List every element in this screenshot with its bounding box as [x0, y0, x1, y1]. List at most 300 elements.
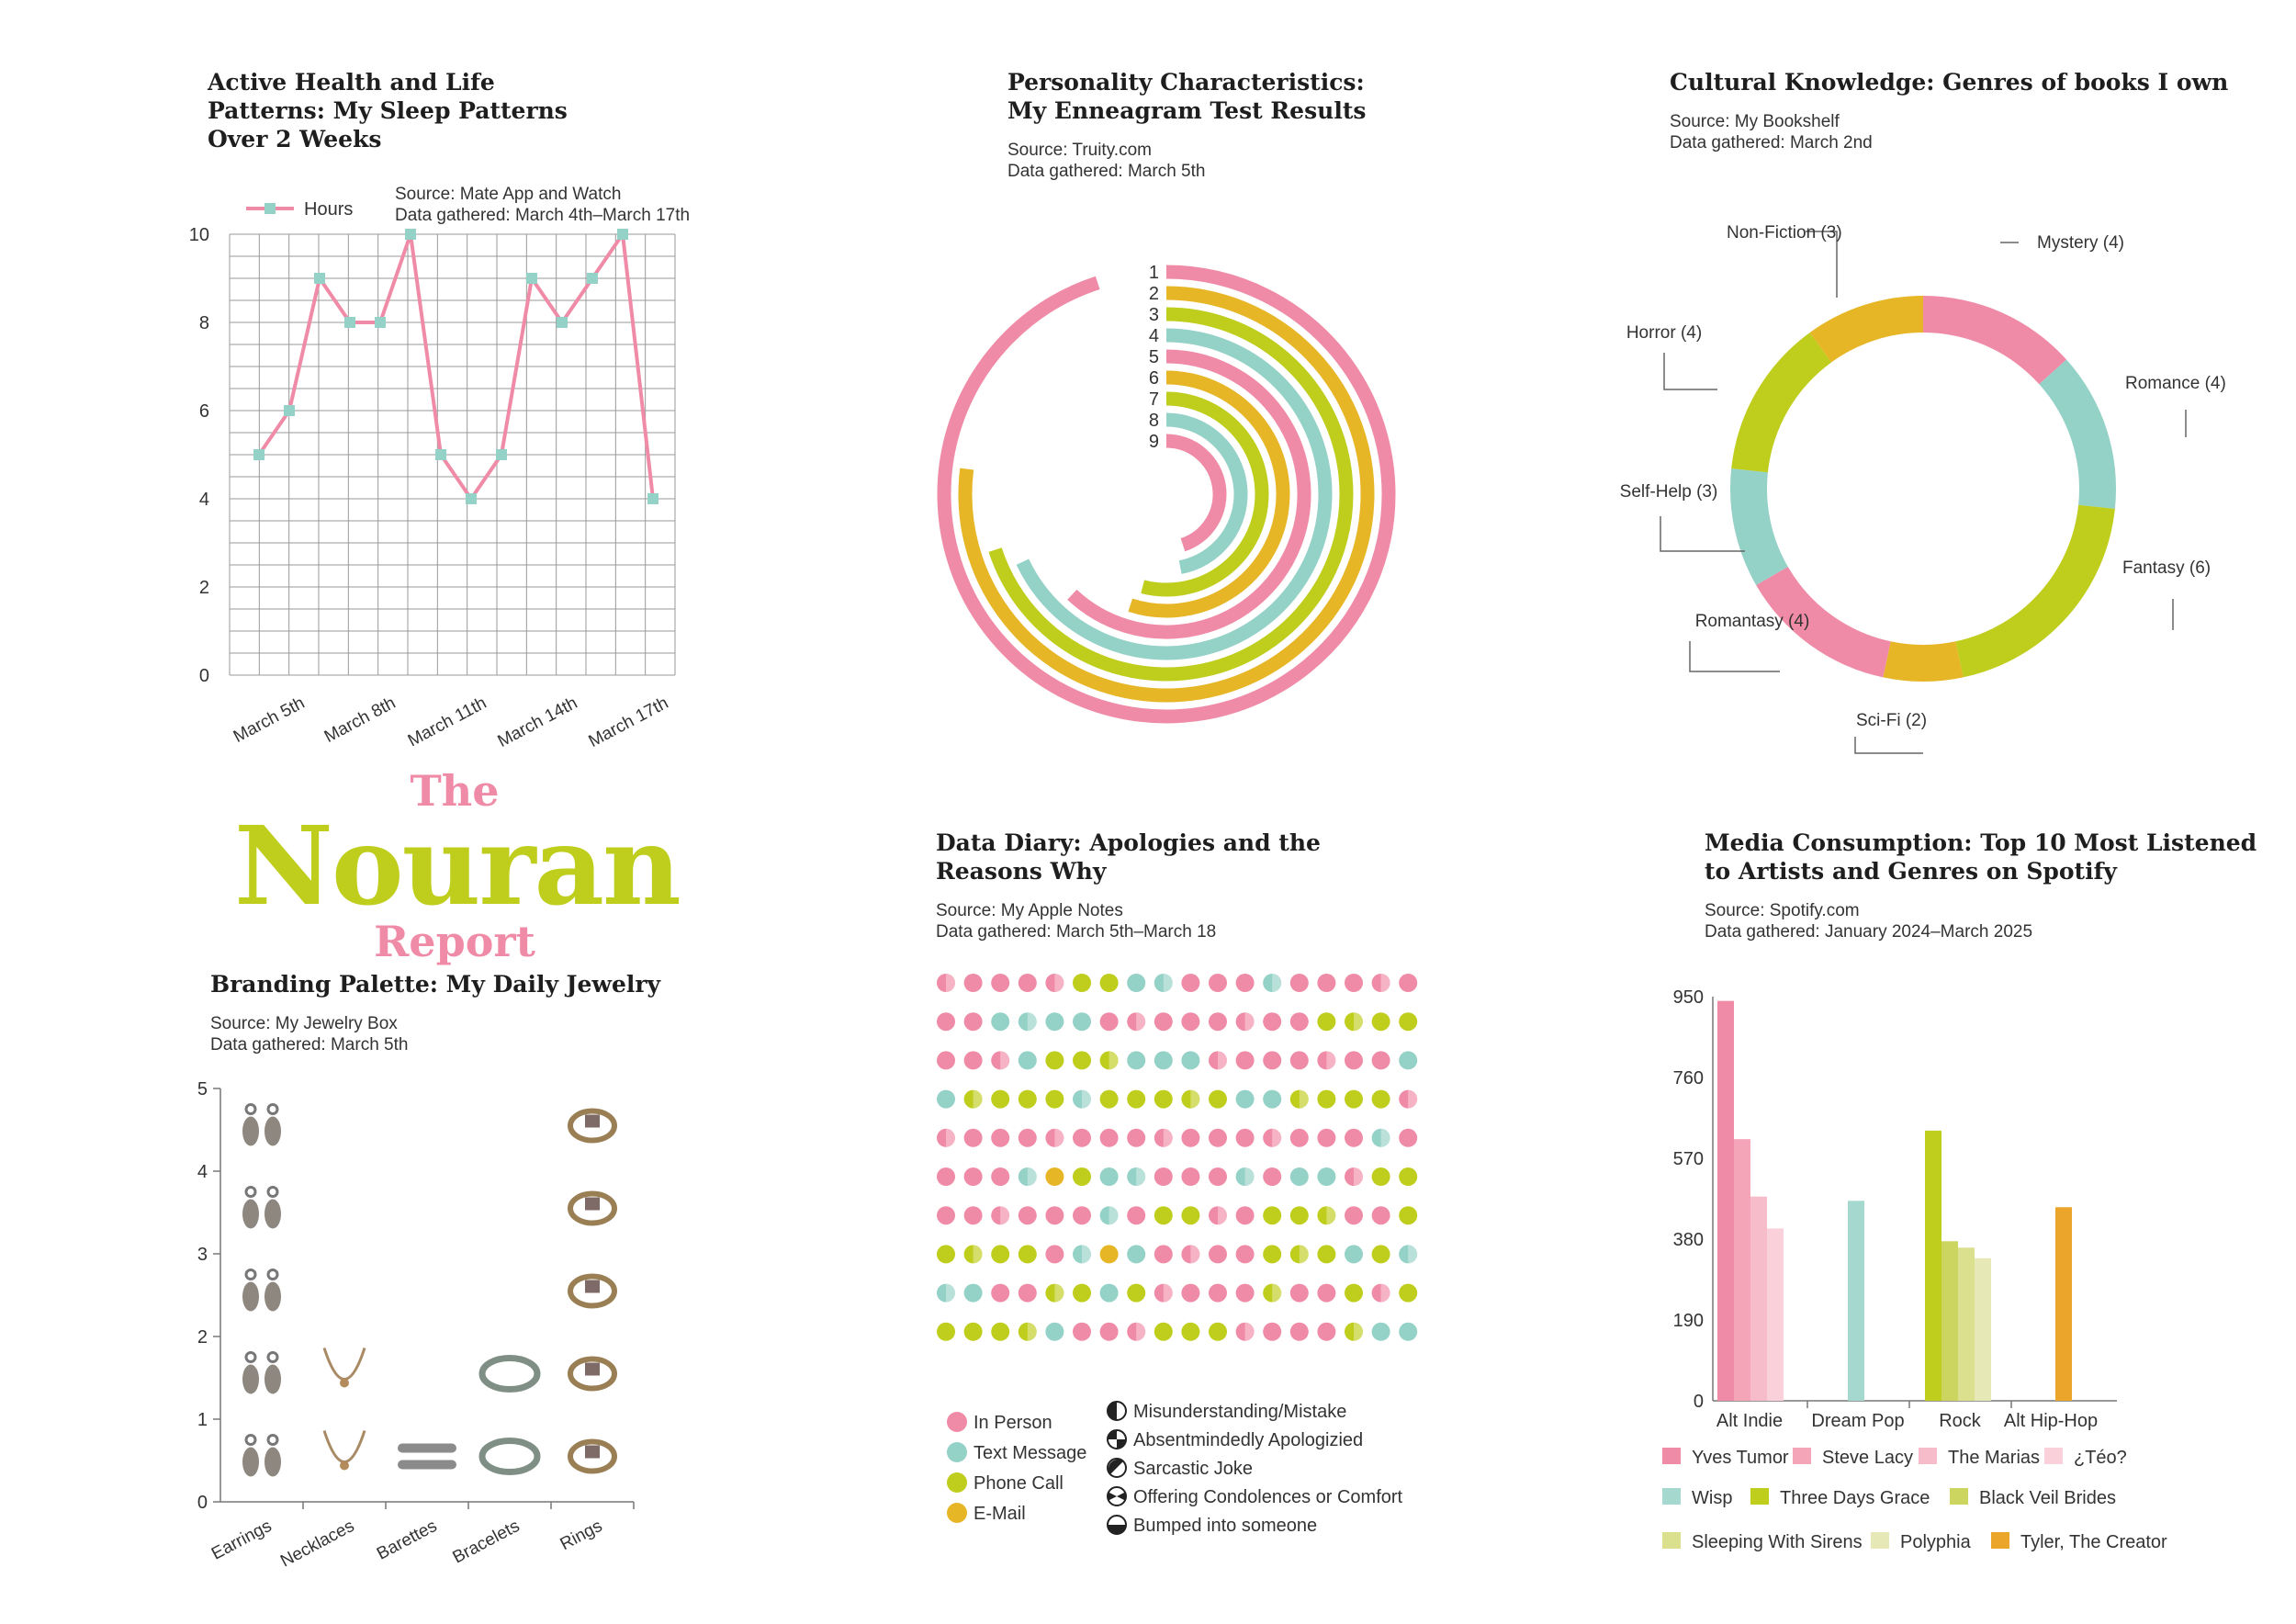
- apology-dot: [1236, 974, 1255, 992]
- apology-dot: [1345, 1129, 1363, 1147]
- sleep-data-point: [253, 449, 264, 460]
- jewelry-xtick-label: Necklaces: [277, 1516, 358, 1572]
- apology-dot: [1317, 1090, 1335, 1109]
- apologies-legend: [937, 1396, 1451, 1562]
- apology-dot-pattern: [1381, 974, 1390, 992]
- spotify-bar--t-o-: [1767, 1228, 1784, 1401]
- apology-dot: [1317, 1012, 1335, 1031]
- jewelry-icon-earrings: [242, 1353, 281, 1394]
- enneagram-bar-3: [996, 314, 1346, 674]
- sleep-line-chart: [184, 193, 698, 753]
- spotify-legend-label: Polyphia: [1900, 1532, 1971, 1552]
- apology-dot: [1290, 1051, 1309, 1069]
- apology-dot-pattern: [1408, 1245, 1417, 1263]
- apologies-title: Data Diary: Apologies and the Reasons Why: [936, 829, 1321, 885]
- ring-stone: [585, 1115, 600, 1128]
- sleep-ytick-label: 4: [198, 490, 209, 510]
- apology-dot-pattern: [1272, 1129, 1281, 1147]
- apology-dot: [1181, 1129, 1199, 1147]
- apology-dot-pattern: [1028, 1012, 1037, 1031]
- spotify-legend-swatch: [1662, 1488, 1681, 1505]
- reason-legend-pattern: [1108, 1402, 1117, 1420]
- sleep-data-point: [647, 493, 658, 504]
- books-slice-sci-fi: [1883, 641, 1963, 682]
- apology-dot: [1236, 1284, 1255, 1303]
- enneagram-radial-chart: [937, 239, 1414, 735]
- apology-dot: [1073, 1129, 1091, 1147]
- apology-dot-pattern: [1190, 1090, 1199, 1109]
- sleep-ytick-label: 0: [198, 666, 209, 686]
- apology-dot-pattern: [1136, 1167, 1145, 1186]
- books-leader-line: [1855, 737, 1923, 753]
- apology-dot: [1100, 1245, 1119, 1263]
- jewelry-icon-rings: [570, 1111, 614, 1141]
- apology-dot: [991, 1012, 1009, 1031]
- apology-dot: [1073, 1323, 1091, 1341]
- apologies-source: Source: My Apple Notes: [936, 901, 1123, 920]
- spotify-category-label: Rock: [1939, 1411, 1981, 1431]
- apology-dot: [1209, 1167, 1227, 1186]
- apology-dot-pattern: [946, 1129, 955, 1147]
- sleep-data-point: [284, 405, 295, 416]
- books-slice-self-help: [1730, 468, 1788, 585]
- reason-legend-label: Sarcastic Joke: [1133, 1459, 1254, 1479]
- apology-dot: [1290, 1206, 1309, 1224]
- apology-dot: [1100, 1012, 1119, 1031]
- books-slice-mystery: [1923, 296, 2066, 384]
- method-legend-swatch: [947, 1412, 967, 1432]
- enneagram-label-1: 1: [1148, 263, 1159, 283]
- apology-dot: [1127, 1051, 1145, 1069]
- apology-dot: [1236, 1206, 1255, 1224]
- apology-dot: [1399, 1323, 1417, 1341]
- sleep-data-point: [587, 273, 598, 284]
- necklace-pendant: [340, 1379, 349, 1388]
- apology-dot: [1154, 1323, 1173, 1341]
- apology-dot-pattern: [1054, 1284, 1064, 1303]
- apology-dot: [1263, 1206, 1281, 1224]
- apology-dot: [1317, 974, 1335, 992]
- apology-dot: [1127, 974, 1145, 992]
- apology-dot: [1127, 1090, 1145, 1109]
- apology-dot: [1372, 1012, 1390, 1031]
- apology-dot: [991, 1284, 1009, 1303]
- reason-legend-pattern: [1108, 1525, 1126, 1534]
- apology-dot: [1045, 1012, 1064, 1031]
- enneagram-source: Source: Truity.com: [1007, 141, 1152, 160]
- apology-dot: [964, 974, 983, 992]
- sleep-title: Active Health and Life Patterns: My Sleep Patterns Over 2 Weeks: [208, 69, 568, 152]
- sleep-ytick-label: 6: [198, 401, 209, 422]
- apology-dot: [1345, 1051, 1363, 1069]
- jewelry-icon-bracelets: [482, 1441, 537, 1472]
- apology-dot: [964, 1167, 983, 1186]
- apology-dot: [964, 1284, 983, 1303]
- jewelry-icon-earrings: [242, 1188, 281, 1229]
- apology-dot: [964, 1323, 983, 1341]
- apology-dot: [1372, 1090, 1390, 1109]
- enneagram-label-5: 5: [1148, 347, 1159, 367]
- apology-dot: [1100, 1129, 1119, 1147]
- jewelry-icon-necklaces: [324, 1348, 365, 1388]
- spotify-ytick-label: 380: [1672, 1230, 1704, 1250]
- spotify-category-label: Alt Indie: [1716, 1411, 1784, 1431]
- apology-dot: [1019, 1129, 1037, 1147]
- apology-dot: [1154, 1245, 1173, 1263]
- apology-dot-pattern: [1408, 1090, 1417, 1109]
- apology-dot: [1236, 1245, 1255, 1263]
- apology-dot: [1154, 1167, 1173, 1186]
- apology-dot: [1399, 1051, 1417, 1069]
- apology-dot: [1290, 974, 1309, 992]
- apology-dot: [1127, 1245, 1145, 1263]
- apology-dot: [1399, 1167, 1417, 1186]
- jewelry-ytick-label: 0: [197, 1493, 208, 1513]
- earring-hook: [268, 1270, 277, 1280]
- apology-dot: [1073, 1012, 1091, 1031]
- sleep-data-point: [466, 493, 477, 504]
- books-slice-non-fiction: [1810, 296, 1923, 362]
- books-slice-fantasy: [1955, 505, 2115, 678]
- jewelry-icon-barettes: [398, 1444, 456, 1470]
- apology-dot: [1290, 1012, 1309, 1031]
- books-leader-line: [1660, 516, 1745, 551]
- spotify-ytick-label: 0: [1693, 1392, 1704, 1412]
- apology-dot: [1317, 1129, 1335, 1147]
- spotify-ytick-label: 950: [1672, 987, 1704, 1008]
- method-legend-label: Text Message: [974, 1443, 1087, 1463]
- books-label-sci-fi: Sci-Fi (2): [1856, 711, 1928, 730]
- earring-hook: [246, 1105, 255, 1114]
- apology-dot: [1154, 1206, 1173, 1224]
- apology-dot: [1100, 1284, 1119, 1303]
- sleep-xtick-label: March 11th: [404, 693, 490, 751]
- spotify-bar-the-marias: [1750, 1197, 1767, 1401]
- apology-dot: [1127, 1284, 1145, 1303]
- apology-dot: [1127, 1206, 1145, 1224]
- method-legend-swatch: [947, 1503, 967, 1523]
- books-donut-chart: [1561, 202, 2259, 781]
- spotify-bar-tyler-the-creator: [2055, 1207, 2072, 1401]
- jewelry-source: Source: My Jewelry Box: [210, 1014, 398, 1033]
- jewelry-icon-bracelets: [482, 1359, 537, 1390]
- ring-stone: [585, 1446, 600, 1459]
- apology-dot: [1236, 1129, 1255, 1147]
- jewelry-ytick-label: 4: [197, 1162, 208, 1182]
- apology-dot: [1209, 1012, 1227, 1031]
- apology-dot: [1317, 1323, 1335, 1341]
- apology-dot: [1345, 974, 1363, 992]
- jewelry-icon-necklaces: [324, 1431, 365, 1471]
- apology-dot: [1372, 1206, 1390, 1224]
- earring-drop: [264, 1282, 281, 1312]
- sleep-data-point: [617, 229, 628, 240]
- brand-sub: Report: [374, 917, 535, 966]
- apology-dot-pattern: [1000, 1051, 1009, 1069]
- jewelry-ytick-label: 2: [197, 1327, 208, 1348]
- spotify-panel: [1705, 829, 2274, 942]
- earring-hook: [268, 1105, 277, 1114]
- barette-clip: [398, 1460, 456, 1470]
- spotify-source: Source: Spotify.com: [1705, 901, 1860, 920]
- apology-dot: [937, 1051, 955, 1069]
- books-label-romantasy: Romantasy (4): [1694, 612, 1810, 631]
- apology-dot-pattern: [1245, 1167, 1255, 1186]
- apology-dot: [1399, 1206, 1417, 1224]
- jewelry-icon-rings: [570, 1194, 614, 1224]
- apology-dot: [1073, 1167, 1091, 1186]
- brand-the: The: [410, 766, 500, 816]
- apology-dot: [1154, 1090, 1173, 1109]
- jewelry-icon-rings: [570, 1442, 614, 1472]
- apology-dot-pattern: [1354, 1012, 1363, 1031]
- method-legend-label: In Person: [974, 1413, 1052, 1433]
- spotify-legend-swatch: [2044, 1448, 2063, 1464]
- apology-dot: [937, 1323, 955, 1341]
- spotify-bar-sleeping-with-sirens: [1958, 1247, 1975, 1401]
- apology-dot: [1100, 1167, 1119, 1186]
- enneagram-label-2: 2: [1148, 284, 1159, 304]
- apology-dot-pattern: [1300, 1090, 1309, 1109]
- spotify-legend-label: Three Days Grace: [1780, 1488, 1930, 1508]
- apology-dot: [1290, 1167, 1309, 1186]
- spotify-legend-label: Wisp: [1692, 1488, 1733, 1508]
- apology-dot: [1236, 1090, 1255, 1109]
- jewelry-ytick-label: 3: [197, 1245, 208, 1265]
- apology-dot: [1263, 1090, 1281, 1109]
- jewelry-icon-rings: [570, 1277, 614, 1306]
- apology-dot: [1263, 1245, 1281, 1263]
- spotify-bar-chart: [1644, 974, 2140, 1433]
- books-label-self-help: Self-Help (3): [1619, 482, 1718, 502]
- spotify-legend-swatch: [1950, 1488, 1968, 1505]
- jewelry-icon-rings: [570, 1359, 614, 1389]
- apology-dot: [1045, 1323, 1064, 1341]
- sleep-source: Source: Mate App and Watch: [395, 185, 622, 204]
- reason-legend-label: Absentmindedly Apologizied: [1133, 1430, 1364, 1450]
- apology-dot: [1019, 1245, 1037, 1263]
- apology-dot: [1045, 1167, 1064, 1186]
- sleep-xtick-label: March 5th: [230, 693, 309, 748]
- spotify-ytick-label: 570: [1672, 1149, 1704, 1169]
- spotify-bar-wisp: [1848, 1201, 1864, 1401]
- apology-dot: [937, 1245, 955, 1263]
- apology-dot: [1073, 1051, 1091, 1069]
- apology-dot-pattern: [1054, 1129, 1064, 1147]
- jewelry-gathered: Data gathered: March 5th: [210, 1035, 409, 1054]
- earring-drop: [264, 1365, 281, 1394]
- apology-dot: [1154, 1051, 1173, 1069]
- method-legend-swatch: [947, 1472, 967, 1493]
- enneagram-bar-9: [1166, 441, 1220, 545]
- apology-dot-pattern: [946, 1284, 955, 1303]
- apology-dot: [1045, 1090, 1064, 1109]
- earring-hook: [246, 1436, 255, 1445]
- bracelet-band: [482, 1441, 537, 1472]
- earring-drop: [264, 1117, 281, 1146]
- spotify-bar-polyphia: [1975, 1258, 1991, 1401]
- apology-dot-pattern: [1164, 1129, 1173, 1147]
- books-label-non-fiction: Non-Fiction (3): [1727, 223, 1842, 242]
- apology-dot: [1209, 1284, 1227, 1303]
- apology-dot: [1154, 1012, 1173, 1031]
- spotify-title: Media Consumption: Top 10 Most Listened to Artists and Genres on Spotify: [1705, 829, 2257, 885]
- apology-dot: [1045, 1245, 1064, 1263]
- jewelry-icon-earrings: [242, 1270, 281, 1312]
- apology-dot: [937, 1167, 955, 1186]
- spotify-legend-label: The Marias: [1948, 1448, 2041, 1468]
- books-gathered: Data gathered: March 2nd: [1670, 133, 1873, 152]
- apology-dot-pattern: [1354, 1167, 1363, 1186]
- apology-dot: [1019, 1051, 1037, 1069]
- apology-dot: [1399, 1284, 1417, 1303]
- sleep-data-point: [557, 317, 568, 328]
- enneagram-gathered: Data gathered: March 5th: [1007, 162, 1206, 181]
- apology-dot: [1181, 974, 1199, 992]
- spotify-legend-swatch: [1991, 1532, 2009, 1549]
- apology-dot: [1019, 1206, 1037, 1224]
- sleep-ytick-label: 10: [188, 225, 209, 245]
- bracelet-band: [482, 1359, 537, 1390]
- spotify-legend-label: ¿Téo?: [2074, 1448, 2127, 1468]
- apology-dot: [1317, 1167, 1335, 1186]
- necklace-pendant: [340, 1461, 349, 1471]
- reason-legend-label: Offering Condolences or Comfort: [1133, 1487, 1403, 1507]
- earring-drop: [264, 1200, 281, 1229]
- apology-dot: [1209, 974, 1227, 992]
- spotify-bar-black-veil-brides: [1941, 1241, 1958, 1401]
- apology-dot: [964, 1051, 983, 1069]
- apology-dot: [1209, 1090, 1227, 1109]
- jewelry-ytick-label: 1: [197, 1410, 208, 1430]
- apology-dot-pattern: [1381, 1284, 1390, 1303]
- apology-dot: [1019, 1284, 1037, 1303]
- earring-hook: [246, 1270, 255, 1280]
- books-title: Cultural Knowledge: Genres of books I own: [1670, 69, 2229, 96]
- apology-dot-pattern: [946, 974, 955, 992]
- spotify-legend-swatch: [1793, 1448, 1811, 1464]
- apology-dot-pattern: [1109, 1051, 1119, 1069]
- apology-dot: [1372, 1167, 1390, 1186]
- apology-dot-pattern: [1028, 1323, 1037, 1341]
- books-label-horror: Horror (4): [1626, 323, 1703, 343]
- spotify-legend-swatch: [1750, 1488, 1769, 1505]
- apology-dot: [1181, 1323, 1199, 1341]
- apology-dot: [1290, 1284, 1309, 1303]
- apology-dot-pattern: [1326, 1206, 1335, 1224]
- spotify-gathered: Data gathered: January 2024–March 2025: [1705, 922, 2033, 942]
- method-legend-label: E-Mail: [974, 1504, 1026, 1524]
- earring-hook: [268, 1353, 277, 1362]
- apology-dot: [1399, 974, 1417, 992]
- apology-dot: [1100, 974, 1119, 992]
- books-panel: [1670, 68, 2257, 153]
- earring-drop: [242, 1282, 259, 1312]
- enneagram-label-9: 9: [1148, 432, 1159, 452]
- apology-dot: [1181, 1206, 1199, 1224]
- apologies-panel: [936, 829, 1450, 942]
- apology-dot-pattern: [1272, 974, 1281, 992]
- jewelry-xtick-label: Barettes: [374, 1516, 441, 1564]
- apology-dot-pattern: [1136, 1323, 1145, 1341]
- apology-dot-pattern: [1082, 1245, 1091, 1263]
- ring-stone: [585, 1280, 600, 1293]
- spotify-ytick-label: 190: [1672, 1311, 1704, 1331]
- books-leader-line: [1664, 353, 1717, 389]
- apology-dot-pattern: [1381, 1129, 1390, 1147]
- apology-dot: [991, 974, 1009, 992]
- sleep-legend-label: Hours: [304, 199, 354, 220]
- spotify-legend-label: Sleeping With Sirens: [1692, 1532, 1863, 1552]
- apology-dot: [1399, 1129, 1417, 1147]
- apology-dot: [1345, 1284, 1363, 1303]
- apology-dot: [1073, 1284, 1091, 1303]
- apology-dot: [937, 1012, 955, 1031]
- apology-dot: [1372, 1051, 1390, 1069]
- apology-dot: [1100, 1323, 1119, 1341]
- reason-legend-label: Misunderstanding/Mistake: [1133, 1402, 1347, 1422]
- spotify-legend: [1662, 1447, 2232, 1585]
- apology-dot-pattern: [974, 1245, 983, 1263]
- apology-dot: [1345, 1090, 1363, 1109]
- enneagram-label-8: 8: [1148, 411, 1159, 431]
- apology-dot: [1290, 1323, 1309, 1341]
- spotify-legend-swatch: [1919, 1448, 1937, 1464]
- books-slice-horror: [1731, 333, 1831, 472]
- sleep-panel: [208, 68, 722, 153]
- earring-drop: [264, 1448, 281, 1477]
- jewelry-panel: [210, 970, 780, 1055]
- apology-dot-pattern: [1218, 1206, 1227, 1224]
- books-label-fantasy: Fantasy (6): [2122, 558, 2212, 578]
- spotify-legend-label: Black Veil Brides: [1979, 1488, 2116, 1508]
- apology-dot-pattern: [1082, 1090, 1091, 1109]
- necklace-chain: [324, 1431, 365, 1462]
- apology-dot: [991, 1090, 1009, 1109]
- apology-dot: [991, 1245, 1009, 1263]
- necklace-chain: [324, 1348, 365, 1380]
- apology-dot: [1345, 1206, 1363, 1224]
- apology-dot: [1263, 1012, 1281, 1031]
- earring-hook: [246, 1188, 255, 1197]
- apology-dot: [964, 1012, 983, 1031]
- apology-dot: [1372, 1245, 1390, 1263]
- sleep-data-point: [314, 273, 325, 284]
- apology-dot: [1073, 1206, 1091, 1224]
- enneagram-label-7: 7: [1148, 389, 1159, 410]
- sleep-xtick-label: March 14th: [494, 693, 581, 752]
- apology-dot-pattern: [1190, 1245, 1199, 1263]
- apology-dot-pattern: [1245, 1012, 1255, 1031]
- apology-dot: [964, 1206, 983, 1224]
- books-label-mystery: Mystery (4): [2037, 233, 2124, 253]
- sleep-xtick-label: March 8th: [321, 693, 400, 748]
- apology-dot: [991, 1129, 1009, 1147]
- apology-dot: [1317, 1284, 1335, 1303]
- apology-dot: [1019, 974, 1037, 992]
- apology-dot: [937, 1090, 955, 1109]
- barette-clip: [398, 1444, 456, 1453]
- ring-stone: [585, 1363, 600, 1376]
- books-slice-romance: [2039, 359, 2116, 508]
- apology-dot: [1045, 1206, 1064, 1224]
- books-leader-line: [1690, 641, 1780, 671]
- spotify-bar-three-days-grace: [1925, 1131, 1941, 1401]
- spotify-legend-swatch: [1871, 1532, 1889, 1549]
- sleep-data-point: [496, 449, 507, 460]
- sleep-data-point: [405, 229, 416, 240]
- earring-drop: [242, 1117, 259, 1146]
